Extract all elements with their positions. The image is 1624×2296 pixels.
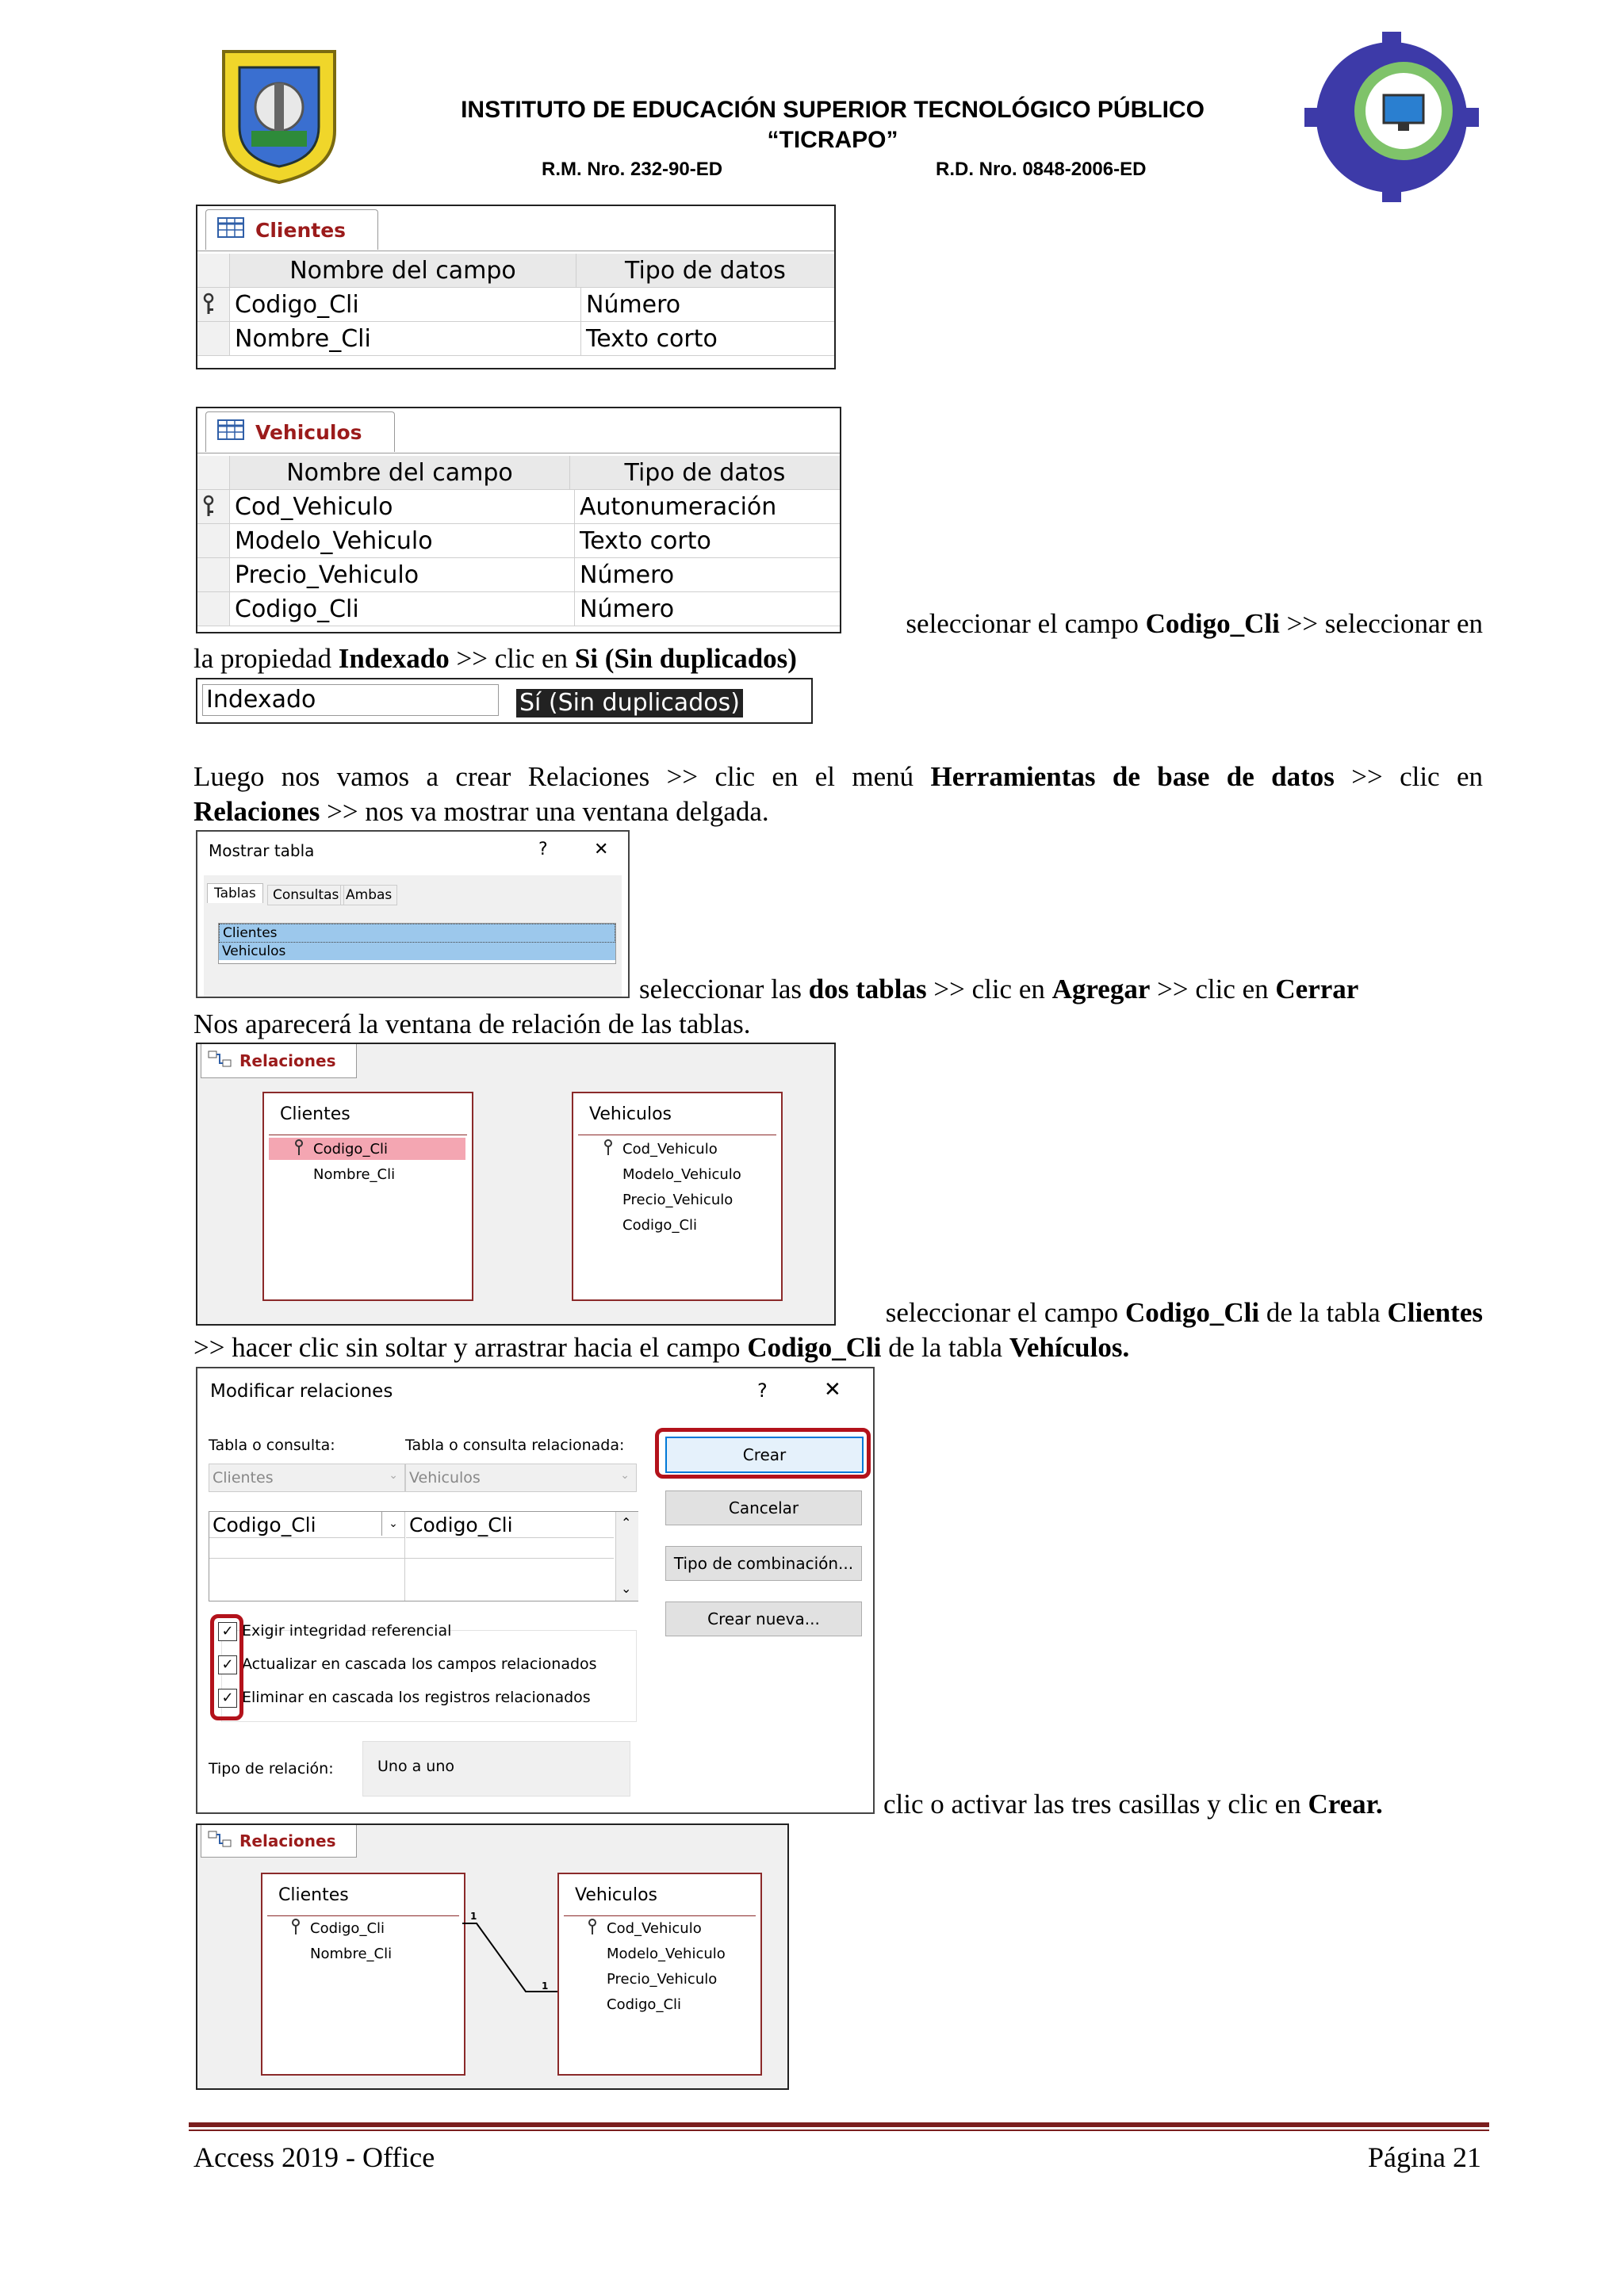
instruction-relaciones-line2: Relaciones >> nos va mostrar una ventana delgada.: [193, 796, 769, 827]
field-list-title: Vehiculos: [589, 1104, 672, 1124]
clientes-tab[interactable]: [205, 209, 378, 250]
dialog-title: Modificar relaciones: [210, 1381, 393, 1402]
relationship-line[interactable]: [462, 1920, 559, 2007]
vehiculos-field-list[interactable]: [572, 1092, 783, 1301]
tabla-relacionada-select: Vehiculos ⌄: [405, 1464, 637, 1492]
close-icon[interactable]: ✕: [594, 840, 609, 859]
relaciones-result-window: [196, 1823, 789, 2090]
tabla-select: Clientes ⌄: [209, 1464, 405, 1492]
tipo-relacion-value: Uno a uno: [362, 1741, 630, 1797]
indexado-value[interactable]: Sí (Sin duplicados): [516, 689, 743, 718]
field-item[interactable]: Precio_Vehiculo: [607, 1971, 718, 1988]
primary-key-icon: [588, 1919, 597, 1939]
design-grid: [197, 456, 840, 626]
instruction-indexado-line1: seleccionar el campo Codigo_Cli >> seleccionar en: [906, 608, 1483, 639]
field-item[interactable]: Precio_Vehiculo: [622, 1192, 733, 1208]
cancelar-button[interactable]: Cancelar: [665, 1490, 862, 1525]
scrollbar[interactable]: [615, 1512, 638, 1601]
checkbox-exigir-label: Exigir integridad referencial: [242, 1622, 452, 1640]
tab-tablas[interactable]: Tablas: [207, 883, 263, 903]
checkbox-highlight: [210, 1614, 243, 1720]
tab-label: Vehiculos: [255, 420, 362, 444]
list-item[interactable]: Clientes: [219, 924, 615, 943]
field-item[interactable]: Codigo_Cli: [622, 1217, 698, 1234]
tab-label: Relaciones: [239, 1831, 336, 1850]
column-header-type: Tipo de datos: [624, 458, 786, 487]
rd-number: R.D. Nro. 0848-2006-ED: [936, 159, 1147, 180]
field-item[interactable]: Codigo_Cli: [310, 1920, 385, 1937]
table-row[interactable]: Codigo_Cli Número: [197, 592, 840, 626]
field-item[interactable]: Cod_Vehiculo: [607, 1920, 702, 1937]
column-header-field: Nombre del campo: [230, 254, 576, 287]
checkbox-exigir[interactable]: ✓: [218, 1622, 237, 1641]
list-item[interactable]: Vehiculos: [219, 943, 615, 960]
footer-rule-thin: [189, 2130, 1489, 2131]
table-icon: [217, 217, 244, 243]
tab-label: Relaciones: [239, 1051, 336, 1070]
instruction-ventana: Nos aparecerá la ventana de relación de las tablas.: [193, 1008, 751, 1039]
primary-key-icon: [294, 1139, 304, 1160]
computing-logo: [1304, 32, 1479, 202]
column-header-type: Tipo de datos: [625, 256, 786, 285]
dialog-title: Mostrar tabla: [209, 841, 315, 860]
table-row[interactable]: Codigo_Cli Número: [197, 288, 834, 322]
primary-key-icon: [202, 293, 215, 323]
tab-consultas[interactable]: Consultas: [267, 885, 344, 905]
dropdown-button[interactable]: ⌄: [381, 1512, 404, 1536]
footer-page-number: Página 21: [1368, 2141, 1481, 2173]
institute-title: INSTITUTO DE EDUCACIÓN SUPERIOR TECNOLÓGICO PÚBLICO: [461, 97, 1205, 123]
table-row[interactable]: Cod_Vehiculo Autonumeración: [197, 490, 840, 524]
tipo-combinacion-button[interactable]: Tipo de combinación...: [665, 1546, 862, 1581]
relationships-icon: [208, 1050, 232, 1072]
indexado-label: Indexado: [202, 684, 499, 716]
help-icon[interactable]: ?: [538, 840, 548, 859]
field-list-title: Vehiculos: [575, 1885, 658, 1905]
column-header-field: Nombre del campo: [230, 456, 570, 489]
field-item[interactable]: Codigo_Cli: [313, 1141, 389, 1158]
chevron-down-icon: ⌄: [389, 1469, 398, 1482]
table-row[interactable]: Modelo_Vehiculo Texto corto: [197, 524, 840, 558]
modificar-relaciones-dialog: [196, 1367, 875, 1814]
mostrar-tabla-dialog: [196, 830, 630, 998]
primary-key-icon: [291, 1919, 301, 1939]
relaciones-window: [196, 1043, 836, 1326]
crear-nueva-button[interactable]: Crear nueva...: [665, 1601, 862, 1636]
checkbox-actualizar-label: Actualizar en cascada los campos relacionados: [242, 1655, 597, 1673]
vehiculos-table-window: [196, 407, 841, 633]
vehiculos-field-list[interactable]: [557, 1873, 762, 2076]
primary-key-icon: [603, 1139, 613, 1160]
design-grid: [197, 254, 834, 356]
table-list: [218, 923, 616, 964]
table-row[interactable]: Nombre_Cli Texto corto: [197, 322, 834, 356]
field-item[interactable]: Nombre_Cli: [313, 1166, 396, 1183]
indexado-property: [196, 678, 813, 724]
chevron-down-icon: ⌄: [620, 1469, 630, 1482]
crear-button[interactable]: Crear: [665, 1437, 864, 1473]
field-left-select[interactable]: Codigo_Cli ⌄: [209, 1512, 405, 1538]
vehiculos-tab[interactable]: [205, 411, 395, 452]
tabla-label: Tabla o consulta:: [209, 1437, 335, 1454]
instruction-relaciones-line1: Luego nos vamos a crear Relaciones >> clic en el menú Herramientas de base de datos >> clic en: [193, 761, 1483, 792]
institute-logo: [208, 44, 350, 186]
options-group: [221, 1630, 637, 1722]
institute-subtitle: “TICRAPO”: [767, 127, 898, 153]
tab-ambas[interactable]: Ambas: [340, 885, 397, 905]
field-list-title: Clientes: [278, 1885, 349, 1905]
field-mapping-grid: [209, 1511, 638, 1601]
field-right-select[interactable]: Codigo_Cli: [406, 1512, 614, 1538]
instruction-agregar: seleccionar las dos tablas >> clic en Agregar >> clic en Cerrar: [639, 974, 1359, 1004]
relaciones-tab[interactable]: [201, 1044, 357, 1078]
instruction-crear: clic o activar las tres casillas y clic en Crear.: [883, 1789, 1383, 1820]
instruction-arrastrar-line2: >> hacer clic sin soltar y arrastrar hacia el campo Codigo_Cli de la tabla Vehículos.: [193, 1332, 1130, 1363]
primary-key-icon: [202, 495, 215, 525]
relationships-icon: [208, 1831, 232, 1852]
clientes-table-window: [196, 205, 836, 369]
checkbox-eliminar[interactable]: ✓: [218, 1689, 237, 1708]
clientes-field-list[interactable]: [262, 1092, 473, 1301]
field-item[interactable]: Cod_Vehiculo: [622, 1141, 718, 1158]
close-icon[interactable]: ✕: [824, 1378, 841, 1402]
crear-highlight: [655, 1428, 871, 1479]
cardinality-one-left: 1: [470, 1911, 477, 1922]
scroll-up-icon[interactable]: ⌃: [621, 1515, 632, 1530]
tab-label: Clientes: [255, 218, 347, 242]
instruction-indexado-line2: la propiedad Indexado >> clic en Si (Sin duplicados): [193, 643, 797, 674]
field-item[interactable]: Nombre_Cli: [310, 1946, 393, 1962]
field-item[interactable]: Modelo_Vehiculo: [622, 1166, 741, 1183]
footer-rule: [189, 2122, 1489, 2127]
table-icon: [217, 419, 244, 445]
footer-left: Access 2019 - Office: [193, 2141, 435, 2173]
rm-number: R.M. Nro. 232-90-ED: [542, 159, 723, 180]
instruction-arrastrar-line1: seleccionar el campo Codigo_Cli de la tabla Clientes: [885, 1297, 1483, 1328]
field-list-title: Clientes: [280, 1104, 350, 1124]
tabla-relacionada-label: Tabla o consulta relacionada:: [405, 1437, 625, 1454]
tipo-relacion-label: Tipo de relación:: [209, 1760, 334, 1777]
checkbox-actualizar[interactable]: ✓: [218, 1655, 237, 1674]
table-row[interactable]: Precio_Vehiculo Número: [197, 558, 840, 592]
clientes-field-list[interactable]: [261, 1873, 465, 2076]
checkbox-eliminar-label: Eliminar en cascada los registros relacionados: [242, 1689, 591, 1706]
relaciones-tab[interactable]: [201, 1825, 357, 1858]
help-icon[interactable]: ?: [757, 1380, 768, 1402]
field-item[interactable]: Codigo_Cli: [607, 1996, 682, 2013]
cardinality-one-right: 1: [542, 1980, 549, 1992]
scroll-down-icon[interactable]: ⌄: [621, 1581, 632, 1596]
field-item[interactable]: Modelo_Vehiculo: [607, 1946, 726, 1962]
dialog-body: [204, 875, 622, 997]
